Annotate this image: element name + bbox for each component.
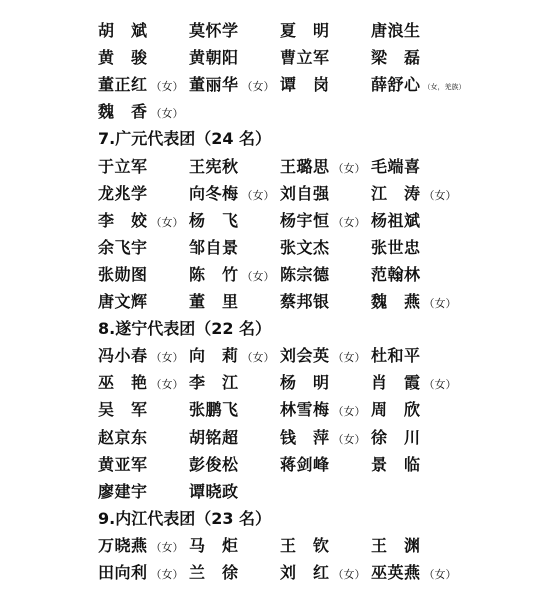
delegate-entry — [371, 180, 457, 207]
delegate-name: 蔡邦银 — [280, 292, 330, 311]
delegate-entry — [280, 17, 330, 44]
delegate-entry — [280, 424, 366, 451]
delegate-name: 邹自景 — [189, 238, 239, 257]
delegate-name: 巫 艳 — [98, 373, 148, 392]
delegate-entry — [371, 71, 466, 98]
name-row — [0, 396, 550, 423]
name-row — [0, 478, 550, 505]
delegate-name: 范翰林 — [371, 265, 421, 284]
delegate-note: （女） — [150, 80, 184, 93]
delegate-name: 徐 川 — [371, 428, 421, 447]
delegate-name: 向冬梅 — [189, 184, 239, 203]
delegate-name: 夏 明 — [280, 21, 330, 40]
delegate-name: 马 炬 — [189, 536, 239, 555]
delegate-name: 谭 岗 — [280, 75, 330, 94]
delegate-name: 田向利 — [98, 563, 148, 582]
delegate-name: 赵京东 — [98, 428, 148, 447]
delegate-entry — [189, 288, 239, 315]
delegate-name: 刘 红 — [280, 563, 330, 582]
delegate-note: （女） — [241, 189, 275, 202]
delegate-note: （女） — [241, 351, 275, 364]
delegate-note: （女） — [150, 568, 184, 581]
delegate-entry — [189, 180, 275, 207]
delegate-name: 唐浪生 — [371, 21, 421, 40]
delegate-entry — [189, 17, 239, 44]
delegate-note: （女） — [150, 351, 184, 364]
delegate-name: 李 姣 — [98, 211, 148, 230]
delegate-note: （女） — [332, 162, 366, 175]
delegate-entry — [98, 234, 148, 261]
name-row — [0, 369, 550, 396]
delegate-name: 肖 霞 — [371, 373, 421, 392]
delegate-name: 林雪梅 — [280, 400, 330, 419]
delegate-note: （女） — [423, 189, 457, 202]
delegate-name: 黄亚军 — [98, 455, 148, 474]
delegate-name: 梁 磊 — [371, 48, 421, 67]
delegate-entry — [371, 451, 421, 478]
name-row — [0, 288, 550, 315]
delegate-note: （女） — [332, 216, 366, 229]
delegate-entry — [98, 288, 148, 315]
name-row — [0, 153, 550, 180]
delegate-note: （女） — [332, 433, 366, 446]
delegate-name: 景 临 — [371, 455, 421, 474]
delegate-name: 胡 斌 — [98, 21, 148, 40]
delegate-name: 王宪秋 — [189, 157, 239, 176]
delegate-entry — [280, 234, 330, 261]
delegate-entry — [189, 44, 239, 71]
delegate-note: （女） — [423, 378, 457, 391]
name-row — [0, 71, 550, 98]
delegate-name: 曹立军 — [280, 48, 330, 67]
delegate-entry — [280, 532, 330, 559]
delegate-entry — [371, 369, 457, 396]
delegate-entry — [371, 207, 421, 234]
name-row — [0, 532, 550, 559]
delegate-entry — [280, 369, 330, 396]
delegate-entry — [189, 396, 239, 423]
delegate-name: 杜和平 — [371, 346, 421, 365]
name-row — [0, 17, 550, 44]
delegate-entry — [280, 44, 330, 71]
delegate-entry — [280, 342, 366, 369]
delegate-entry — [98, 180, 148, 207]
name-row — [0, 180, 550, 207]
delegate-name: 刘会英 — [280, 346, 330, 365]
delegate-name: 董正红 — [98, 75, 148, 94]
delegate-name: 王 钦 — [280, 536, 330, 555]
delegate-entry — [98, 98, 184, 125]
delegate-entry — [189, 451, 239, 478]
delegate-name: 廖建宇 — [98, 482, 148, 501]
delegate-entry — [98, 44, 148, 71]
delegate-name: 张文杰 — [280, 238, 330, 257]
delegate-name: 魏 香 — [98, 102, 148, 121]
delegate-name: 杨祖斌 — [371, 211, 421, 230]
delegate-note: （女） — [332, 405, 366, 418]
delegation-heading: 9.内江代表团（23 名） — [98, 509, 272, 528]
delegate-entry — [98, 207, 184, 234]
name-row — [0, 559, 550, 586]
delegate-entry — [189, 207, 239, 234]
delegate-name: 董丽华 — [189, 75, 239, 94]
delegate-note: （女） — [150, 216, 184, 229]
delegate-name: 彭俊松 — [189, 455, 239, 474]
delegate-note: （女） — [332, 568, 366, 581]
delegate-entry — [98, 71, 184, 98]
delegate-name: 刘自强 — [280, 184, 330, 203]
delegate-entry — [280, 261, 330, 288]
delegate-note: （女） — [241, 80, 275, 93]
delegate-name: 钱 萍 — [280, 428, 330, 447]
name-row — [0, 342, 550, 369]
delegate-entry — [280, 451, 330, 478]
delegate-name: 董 里 — [189, 292, 239, 311]
delegate-entry — [371, 261, 421, 288]
delegate-entry — [189, 234, 239, 261]
delegate-entry — [280, 71, 330, 98]
delegate-name: 周 欣 — [371, 400, 421, 419]
delegate-entry — [98, 451, 148, 478]
delegate-note: （女） — [332, 351, 366, 364]
delegate-entry — [371, 532, 421, 559]
delegate-name: 吴 军 — [98, 400, 148, 419]
delegate-entry — [189, 369, 239, 396]
delegate-name: 兰 徐 — [189, 563, 239, 582]
name-row — [0, 98, 550, 125]
delegate-name: 魏 燕 — [371, 292, 421, 311]
delegate-entry — [98, 424, 148, 451]
delegate-entry — [98, 559, 184, 586]
delegate-note: （女） — [423, 297, 457, 310]
delegate-name: 黄 骏 — [98, 48, 148, 67]
delegate-entry — [98, 396, 148, 423]
delegate-entry — [189, 342, 275, 369]
delegate-entry — [280, 180, 330, 207]
delegate-entry — [371, 17, 421, 44]
delegate-name: 蒋剑峰 — [280, 455, 330, 474]
delegate-name: 薛舒心 — [371, 75, 421, 94]
delegate-entry — [98, 153, 148, 180]
delegate-name: 李 江 — [189, 373, 239, 392]
delegate-entry — [371, 153, 421, 180]
delegate-note: （女，羌族） — [423, 83, 466, 91]
delegate-entry — [280, 559, 366, 586]
delegate-name: 于立军 — [98, 157, 148, 176]
delegate-name: 巫英燕 — [371, 563, 421, 582]
delegate-entry — [371, 44, 421, 71]
delegate-entry — [189, 424, 239, 451]
delegate-note: （女） — [150, 107, 184, 120]
delegate-entry — [371, 234, 421, 261]
delegate-name: 向 莉 — [189, 346, 239, 365]
delegate-entry — [280, 288, 330, 315]
delegate-name: 黄朝阳 — [189, 48, 239, 67]
delegate-entry — [371, 342, 421, 369]
delegate-name: 王 渊 — [371, 536, 421, 555]
delegate-entry — [189, 478, 239, 505]
delegation-heading: 8.遂宁代表团（22 名） — [98, 319, 272, 338]
delegate-entry — [280, 153, 366, 180]
delegate-entry — [189, 559, 239, 586]
delegate-name: 陈 竹 — [189, 265, 239, 284]
name-row — [0, 234, 550, 261]
delegate-name: 张世忠 — [371, 238, 421, 257]
delegate-name: 江 涛 — [371, 184, 421, 203]
delegate-entry — [98, 261, 148, 288]
delegate-note: （女） — [241, 270, 275, 283]
delegate-note: （女） — [150, 378, 184, 391]
delegate-entry — [189, 71, 275, 98]
name-row — [0, 451, 550, 478]
delegate-name: 毛端喜 — [371, 157, 421, 176]
delegate-entry — [371, 559, 457, 586]
delegate-entry — [371, 288, 457, 315]
delegate-entry — [98, 369, 184, 396]
delegate-entry — [98, 532, 184, 559]
delegate-name: 张勋图 — [98, 265, 148, 284]
name-row — [0, 44, 550, 71]
delegate-entry — [280, 207, 366, 234]
delegate-entry — [280, 396, 366, 423]
delegate-name: 谭晓政 — [189, 482, 239, 501]
delegate-name: 陈宗德 — [280, 265, 330, 284]
delegate-name: 莫怀学 — [189, 21, 239, 40]
delegation-heading: 7.广元代表团（24 名） — [98, 129, 272, 148]
delegate-name: 杨 明 — [280, 373, 330, 392]
delegate-name: 张鹏飞 — [189, 400, 239, 419]
delegate-name: 万晓燕 — [98, 536, 148, 555]
delegate-entry — [98, 17, 148, 44]
name-row — [0, 424, 550, 451]
delegate-entry — [371, 424, 421, 451]
delegate-name: 冯小春 — [98, 346, 148, 365]
name-row — [0, 261, 550, 288]
name-row — [0, 207, 550, 234]
delegate-name: 余飞宇 — [98, 238, 148, 257]
delegate-name: 王璐思 — [280, 157, 330, 176]
delegate-name: 唐文辉 — [98, 292, 148, 311]
delegate-entry — [189, 532, 239, 559]
delegate-note: （女） — [150, 541, 184, 554]
delegate-note: （女） — [423, 568, 457, 581]
delegate-name: 杨宇恒 — [280, 211, 330, 230]
delegate-entry — [189, 261, 275, 288]
delegate-entry — [98, 478, 148, 505]
delegate-entry — [189, 153, 239, 180]
delegate-entry — [371, 396, 421, 423]
delegate-name: 龙兆学 — [98, 184, 148, 203]
delegate-name: 胡铭超 — [189, 428, 239, 447]
delegate-entry — [98, 342, 184, 369]
delegate-name: 杨 飞 — [189, 211, 239, 230]
